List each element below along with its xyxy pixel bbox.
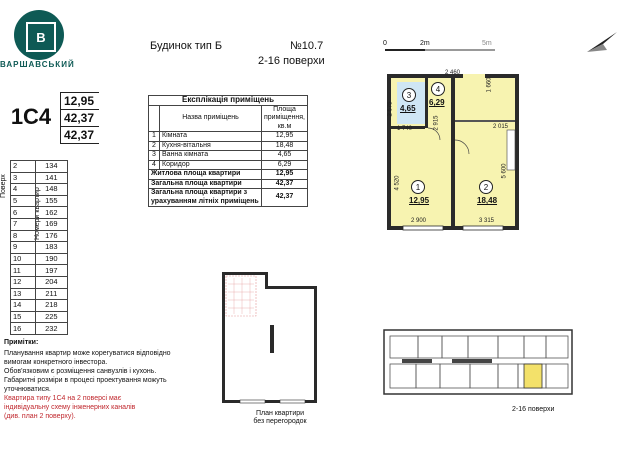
- dim-right-small: 1 660: [486, 77, 493, 93]
- floors-range: 2-16 поверхи: [258, 55, 325, 67]
- notes-title: Примітки:: [4, 339, 39, 346]
- note-red-line: (див. план 2 поверху).: [4, 413, 76, 420]
- note-line: Габаритні розміри в процесі проектування можуть: [4, 377, 167, 384]
- note-red-line: Квартира типу 1С4 на 2 поверсі має: [4, 395, 122, 402]
- room-1-area: 12,95: [409, 196, 430, 205]
- floor-number: 7: [11, 218, 36, 230]
- dim-bottom-right: 3 315: [479, 218, 495, 224]
- dim-right-width: 2 015: [493, 124, 509, 130]
- living-area-row: Житлова площа квартири 12,95: [149, 170, 308, 180]
- table-row: [11, 265, 68, 277]
- table-row: [11, 218, 68, 230]
- floor-number: 12: [11, 276, 36, 288]
- apartment-plan: [383, 70, 523, 238]
- table-row: [11, 184, 68, 196]
- logo-text: ВАРШАВСЬКИЙ: [0, 60, 75, 69]
- table-row: [11, 288, 68, 300]
- col-num: [149, 105, 160, 132]
- apartment-number: 162: [35, 207, 67, 219]
- floor-number: 2: [11, 161, 36, 173]
- apartment-number: 155: [35, 195, 67, 207]
- dim-bottom-left: 2 900: [411, 218, 427, 224]
- apartment-number: 225: [35, 311, 67, 323]
- floor-plan-drawing: [382, 328, 574, 396]
- floor-number: 14: [11, 300, 36, 312]
- apartment-number: 218: [35, 300, 67, 312]
- table-row: 4 Коридор 6,29: [149, 160, 308, 170]
- logo-letters: В: [26, 22, 56, 52]
- table-row: [11, 230, 68, 242]
- room-1-marker: 1: [411, 180, 425, 194]
- dim-left-height: 4 520: [394, 175, 401, 191]
- room-4-marker: 4: [431, 82, 445, 96]
- numbers-label: Номери квартир: [34, 187, 41, 240]
- dim-wet: 2 915: [433, 115, 440, 131]
- dim-top: 2 460: [445, 70, 461, 76]
- floor-number: 6: [11, 207, 36, 219]
- floor-number: 13: [11, 288, 36, 300]
- apartment-number: 204: [35, 276, 67, 288]
- table-row: [11, 323, 68, 335]
- logo: [14, 10, 64, 60]
- total-summer-area-row: Загальна площа квартири з урахуванням літніх приміщень 42,37: [149, 189, 308, 207]
- building-type: Будинок тип Б: [150, 40, 223, 52]
- floor-label: Поверх: [0, 174, 7, 198]
- dim-right-height: 5 600: [501, 163, 508, 179]
- caption-no-partitions: План квартири без перегородок: [253, 410, 307, 425]
- room-3-marker: 3: [402, 88, 416, 102]
- explication-title: Експлікація приміщень: [149, 96, 308, 106]
- room-2-area: 18,48: [477, 196, 498, 205]
- table-row: [11, 172, 68, 184]
- room-4-area: 6,29: [429, 98, 445, 107]
- plan-no-partitions: [220, 270, 320, 405]
- note-line: вимогам конкретного інвестора.: [4, 359, 108, 366]
- apartment-code: 1С4: [10, 104, 52, 129]
- dim-bath-width: 1 740: [397, 126, 413, 132]
- note-red-line: індивідуальну схему інженерних каналів: [4, 404, 136, 411]
- north-arrow-icon: [585, 30, 619, 54]
- note-line: Обов'язковим є розміщення санвузлів і кухонь.: [4, 368, 157, 375]
- floor-number: 4: [11, 184, 36, 196]
- table-row: 2 Кухня-вітальня 18,48: [149, 141, 308, 151]
- notes: [4, 338, 204, 421]
- apartment-number: 197: [35, 265, 67, 277]
- apartment-number: 134: [35, 161, 67, 173]
- table-row: [11, 242, 68, 254]
- table-row: [11, 207, 68, 219]
- table-row: [11, 195, 68, 207]
- apartment-number: 190: [35, 253, 67, 265]
- table-row: [11, 300, 68, 312]
- floor-number: 10: [11, 253, 36, 265]
- area-total: 42,37: [61, 110, 99, 127]
- plan-no-partitions-drawing: [220, 270, 320, 405]
- floor-number: 3: [11, 172, 36, 184]
- floors-side-labels: [0, 160, 10, 320]
- apartment-number: 176: [35, 230, 67, 242]
- table-row: [11, 253, 68, 265]
- col-name: Назва приміщень: [160, 105, 262, 132]
- apartment-number: 169: [35, 218, 67, 230]
- caption-floor-plan: 2-16 поверхи: [512, 406, 555, 413]
- apartment-number: 141: [35, 172, 67, 184]
- area-total-summer: 42,37: [61, 127, 99, 144]
- note-line: Планування квартир може корегуватися відповідно: [4, 350, 171, 357]
- table-row: [11, 161, 68, 173]
- room-3-area: 4,65: [400, 104, 416, 113]
- floor-number: 11: [11, 265, 36, 277]
- explication-table: [148, 95, 308, 207]
- table-row: [11, 311, 68, 323]
- floor-number: 8: [11, 230, 36, 242]
- total-area-row: Загальна площа квартири 42,37: [149, 179, 308, 189]
- scale-zero: 0: [383, 40, 387, 47]
- apartment-number: 183: [35, 242, 67, 254]
- floors-table: [10, 160, 68, 335]
- floor-plan: [382, 328, 574, 396]
- area-summary: [60, 92, 99, 144]
- room-2-marker: 2: [479, 180, 493, 194]
- floor-number: 15: [11, 311, 36, 323]
- table-row: [11, 276, 68, 288]
- table-row: 1 Кімната 12,95: [149, 132, 308, 142]
- apartment-number: 232: [35, 323, 67, 335]
- scale-five: 5m: [482, 40, 492, 47]
- area-living: 12,95: [61, 92, 99, 110]
- table-row: 3 Ванна кімната 4,65: [149, 151, 308, 161]
- col-area: Площа приміщення, кв.м: [262, 105, 308, 132]
- note-line: уточнюватися.: [4, 386, 51, 393]
- dim-bath-height: 2 675: [387, 101, 394, 117]
- floor-number: 9: [11, 242, 36, 254]
- floor-number: 5: [11, 195, 36, 207]
- apartment-number: 148: [35, 184, 67, 196]
- apartment-number: №10.7: [290, 40, 324, 52]
- apartment-number: 211: [35, 288, 67, 300]
- scale-two: 2m: [420, 40, 430, 47]
- floor-number: 16: [11, 323, 36, 335]
